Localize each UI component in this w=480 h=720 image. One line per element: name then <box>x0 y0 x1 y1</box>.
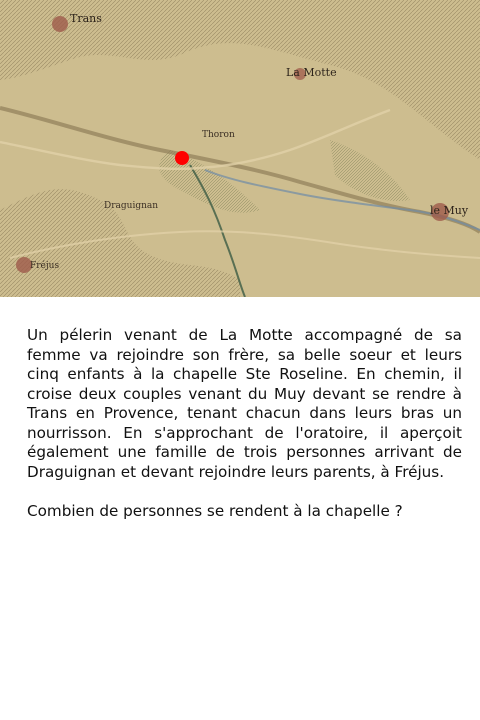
question-text: Combien de personnes se rendent à la chapelle ? <box>27 501 403 520</box>
map-label-la-motte: La Motte <box>286 66 337 79</box>
riddle-paragraph: Un pélerin venant de La Motte accompagné de sa femme va rejoindre son frère, sa belle soeur et leurs cinq enfants à la chapelle Ste Roseline. En chemin, il croise deux couples venant du Muy devant se rendre à Trans en Provence, tenant chacun dans leurs bras un nourrisson. En s'approchant de l'oratoire, il aperçoit également une famille de trois personnes arrivant de Draguignan et devant rejoindre leurs parents, à Fréjus. <box>27 326 462 481</box>
map-label-draguignan: Draguignan <box>104 201 159 211</box>
map-label-trans: Trans <box>70 12 102 25</box>
historical-map <box>0 0 480 297</box>
map-label-frejus: Fréjus <box>30 261 60 271</box>
oratory-location-marker <box>175 151 189 165</box>
text-content <box>27 326 462 521</box>
town-trans <box>52 16 68 32</box>
map-illustration <box>0 0 480 297</box>
map-label-le-muy: le Muy <box>430 204 469 217</box>
map-label-thoron: Thoron <box>202 130 235 140</box>
